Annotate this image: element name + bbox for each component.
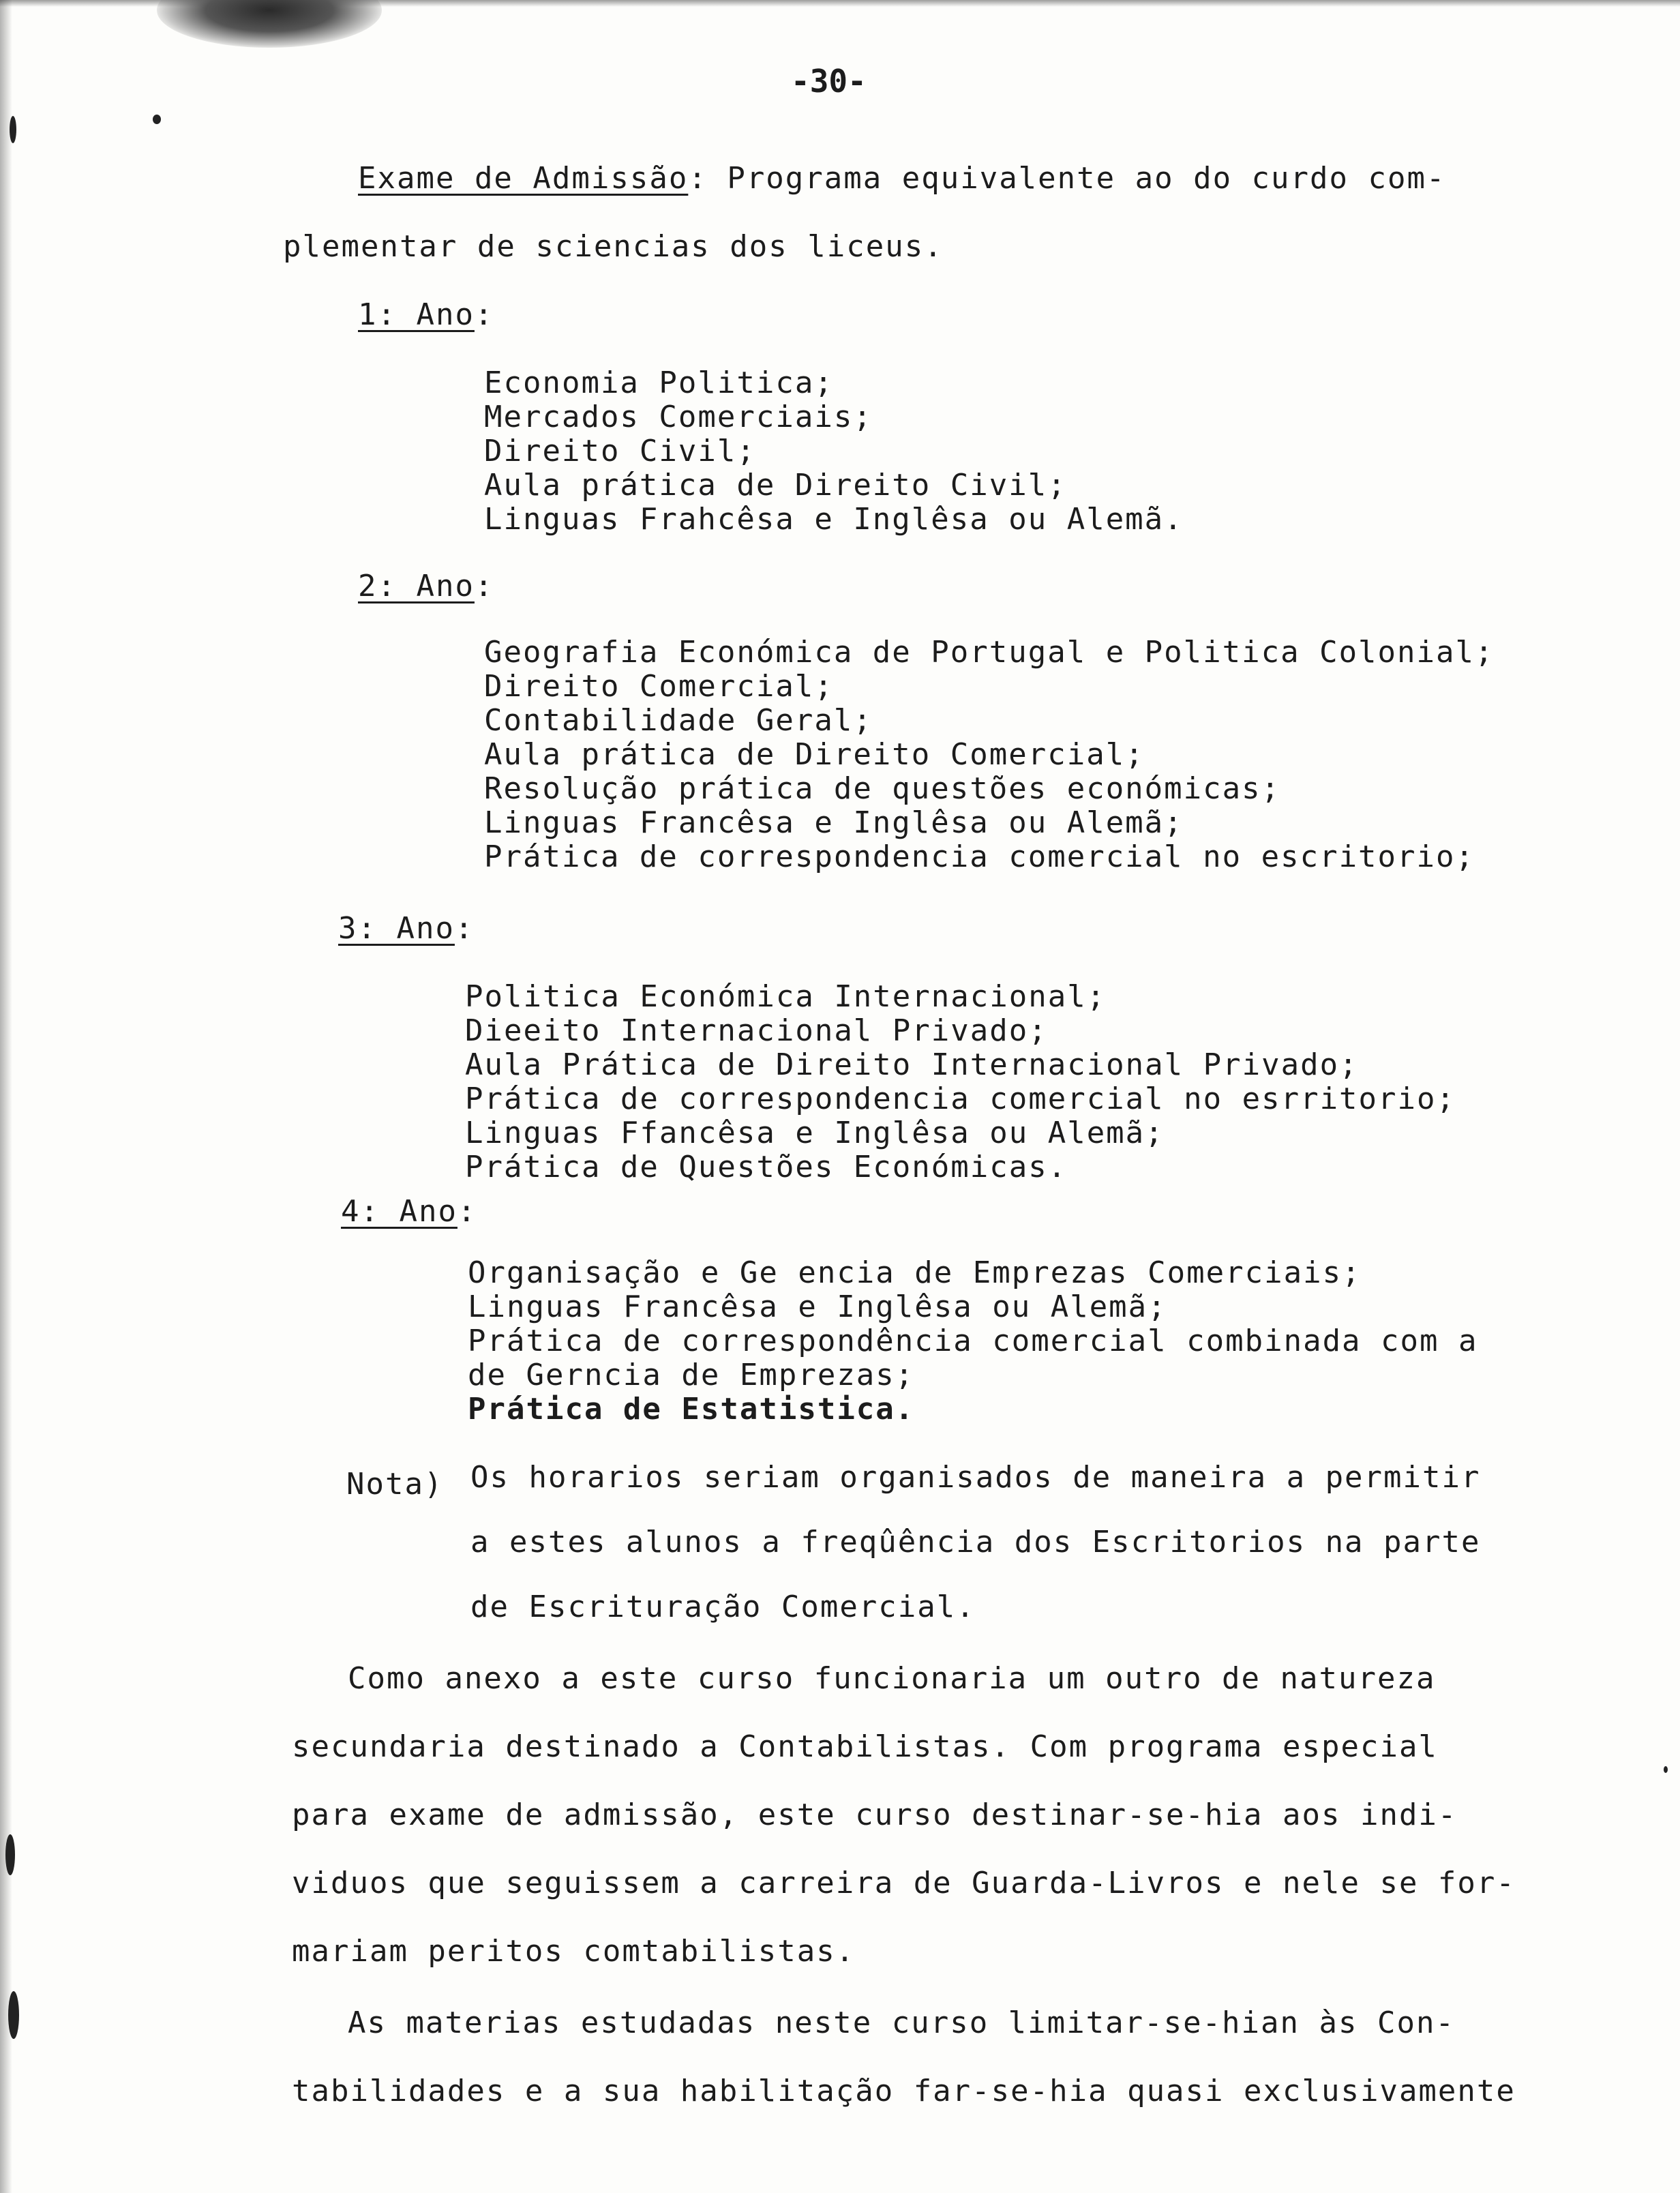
paragraph-line: tabilidades e a sua habilitação far-se-hia quasi exclusivamente bbox=[292, 2074, 1516, 2108]
subject-item: Direito Comercial; bbox=[484, 669, 834, 704]
subject-item: Politica Económica Internacional; bbox=[465, 979, 1107, 1014]
subject-item: Linguas Ffancêsa e Inglêsa ou Alemã; bbox=[465, 1116, 1165, 1150]
subject-item: Aula prática de Direito Comercial; bbox=[484, 737, 1145, 772]
year-heading: 4: Ano: bbox=[341, 1194, 477, 1229]
note-label: Nota) bbox=[346, 1467, 444, 1502]
admission-line-1 bbox=[358, 161, 1446, 196]
subject-item: Prática de Estatistica. bbox=[468, 1392, 915, 1427]
paragraph-line: secundaria destinado a Contabilistas. Com programa especial bbox=[292, 1729, 1438, 1764]
scan-speck bbox=[1664, 1766, 1668, 1773]
admission-line-2: plementar de sciencias dos liceus. bbox=[283, 229, 944, 264]
subject-item: Contabilidade Geral; bbox=[484, 703, 873, 738]
subject-item: de Gerncia de Emprezas; bbox=[468, 1358, 915, 1392]
subject-item: Prática de correspondencia comercial no escritorio; bbox=[484, 839, 1475, 874]
subject-item: Aula Prática de Direito Internacional Privado; bbox=[465, 1047, 1359, 1082]
subject-item: Organisação e Ge encia de Emprezas Comerciais; bbox=[468, 1255, 1362, 1290]
subject-item: Linguas Francêsa e Inglêsa ou Alemã; bbox=[468, 1289, 1167, 1324]
subject-item: Linguas Francêsa e Inglêsa ou Alemã; bbox=[484, 805, 1184, 840]
subject-item: Prática de Questões Económicas. bbox=[465, 1150, 1068, 1184]
paragraph-line: Como anexo a este curso funcionaria um outro de natureza bbox=[348, 1661, 1436, 1696]
subject-item: Dieeito Internacional Privado; bbox=[465, 1013, 1048, 1048]
paragraph-line: viduos que seguissem a carreira de Guarda-Livros e nele se for- bbox=[292, 1866, 1516, 1900]
page-number: -30- bbox=[791, 63, 867, 100]
note-line-2: a estes alunos a freqûência dos Escritorios na parte bbox=[470, 1525, 1481, 1560]
note-line-3: de Escrituração Comercial. bbox=[470, 1590, 976, 1624]
paragraph-line: As materias estudadas neste curso limitar-se-hian às Con- bbox=[348, 2005, 1455, 2040]
paragraph-line: para exame de admissão, este curso destinar-se-hia aos indi- bbox=[292, 1797, 1458, 1832]
scan-speck bbox=[10, 116, 16, 143]
ink-blot bbox=[157, 0, 382, 48]
subject-item: Prática de correspondencia comercial no esrritorio; bbox=[465, 1081, 1456, 1116]
subject-item: Economia Politica; bbox=[484, 366, 834, 400]
subject-item: Mercados Comerciais; bbox=[484, 400, 873, 434]
scan-speck bbox=[8, 1991, 19, 2039]
admission-heading: Exame de Admissão bbox=[358, 161, 689, 196]
subject-item: Geografia Económica de Portugal e Politica Colonial; bbox=[484, 635, 1495, 670]
scan-speck bbox=[5, 1834, 15, 1875]
admission-text: : Programa equivalente ao do curdo com- bbox=[688, 161, 1446, 196]
subject-item: Prática de correspondência comercial combinada com a bbox=[468, 1324, 1478, 1358]
paragraph-line: mariam peritos comtabilistas. bbox=[292, 1934, 856, 1969]
year-heading: 1: Ano: bbox=[358, 297, 494, 332]
note-line-1: Os horarios seriam organisados de maneira a permitir bbox=[470, 1460, 1481, 1495]
year-heading: 2: Ano: bbox=[358, 569, 494, 603]
year-heading: 3: Ano: bbox=[338, 911, 475, 946]
subject-item: Aula prática de Direito Civil; bbox=[484, 468, 1067, 503]
scan-speck bbox=[153, 115, 161, 124]
subject-item: Resolução prática de questões económicas; bbox=[484, 771, 1281, 806]
subject-item: Linguas Frahcêsa e Inglêsa ou Alemã. bbox=[484, 502, 1184, 537]
subject-item: Direito Civil; bbox=[484, 434, 756, 468]
